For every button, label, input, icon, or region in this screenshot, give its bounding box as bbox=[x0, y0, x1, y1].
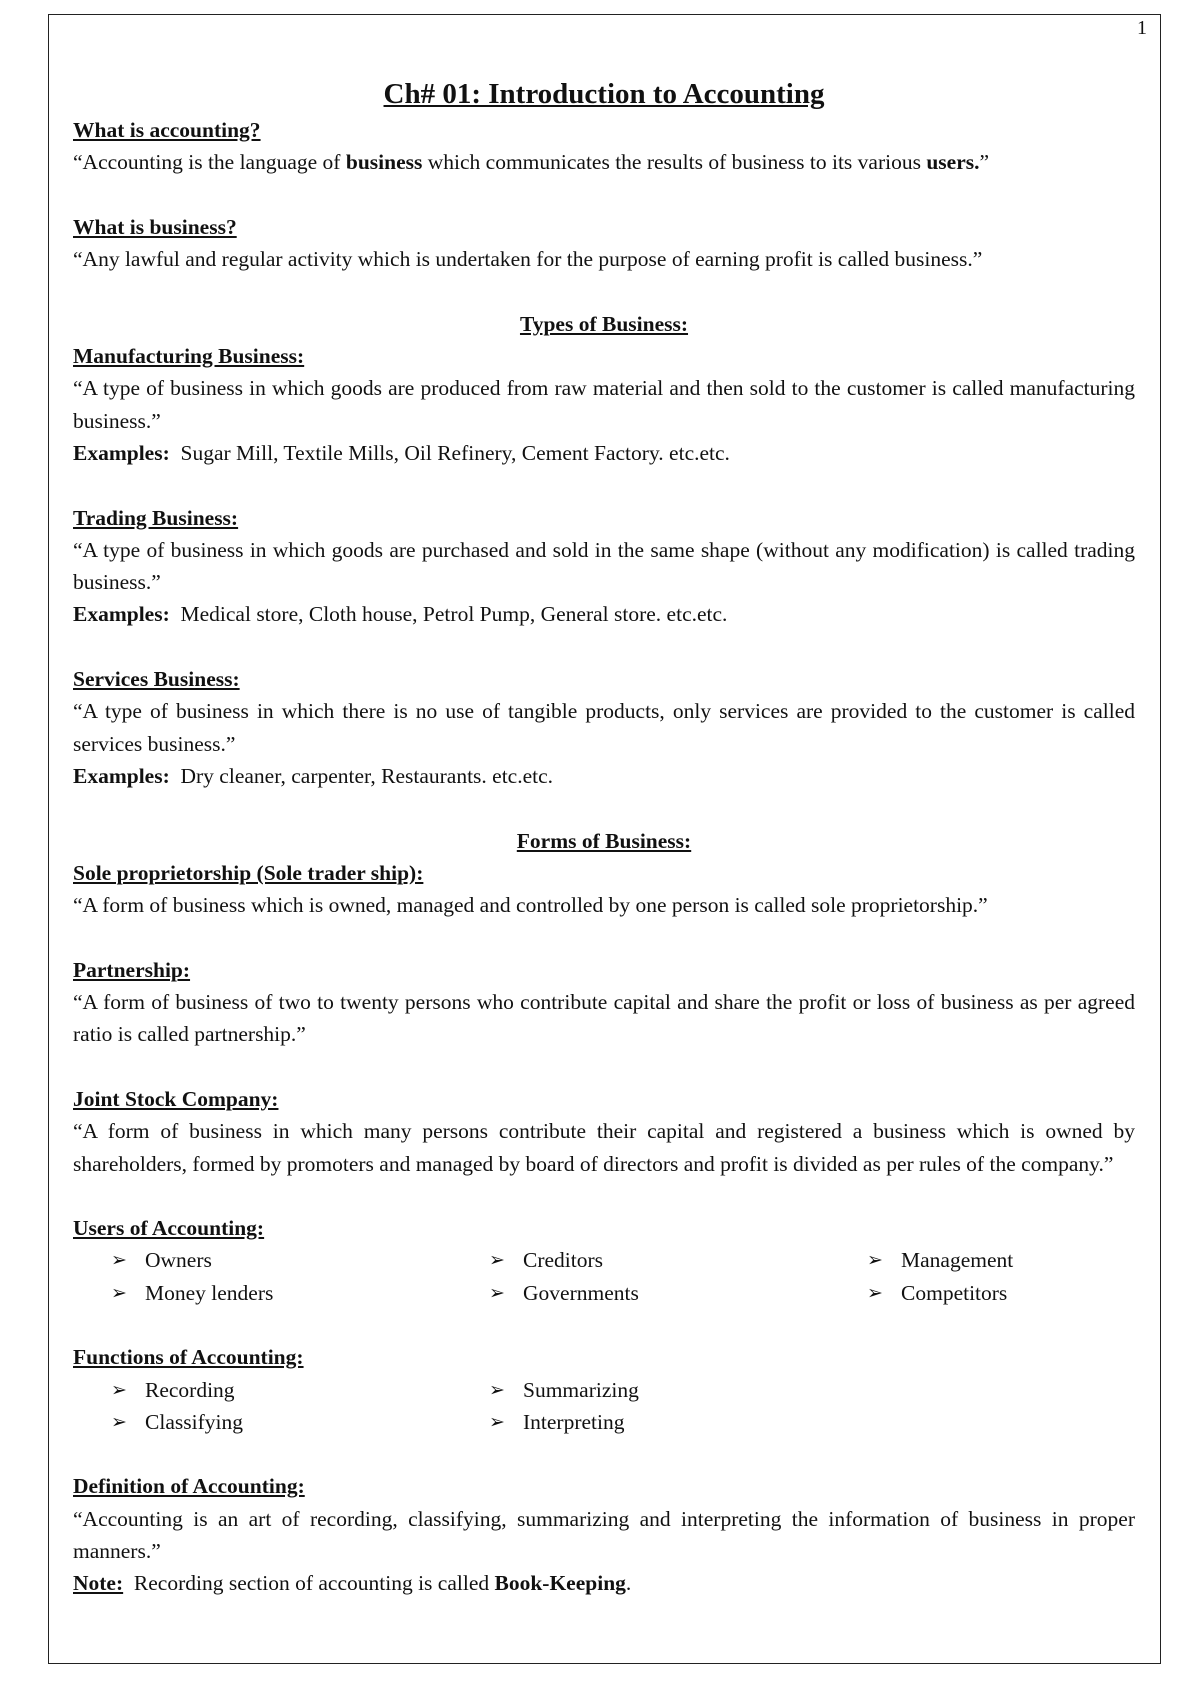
sole-heading: Sole proprietorship (Sole trader ship): bbox=[73, 860, 424, 885]
trading-heading: Trading Business: bbox=[73, 505, 239, 530]
arrow-bullet-icon: ➢ bbox=[489, 1281, 505, 1304]
list-item: ➢ Classifying bbox=[111, 1406, 489, 1438]
note: Note: Recording section of accounting is called Book-Keeping. bbox=[73, 1571, 632, 1596]
trading-definition: “A type of business in which goods are purchased and sold in the same shape (without any modification) is called trading business.” bbox=[73, 537, 1135, 595]
business-heading: What is business? bbox=[73, 214, 237, 239]
arrow-bullet-icon: ➢ bbox=[867, 1281, 883, 1304]
document-body bbox=[73, 74, 1135, 1600]
services-definition: “A type of business in which there is no use of tangible products, only services are provided to the customer is called services business.” bbox=[73, 699, 1135, 756]
list-item: ➢ Recording bbox=[111, 1374, 489, 1406]
definition-heading: Definition of Accounting: bbox=[73, 1474, 305, 1499]
accounting-art-definition: “Accounting is an art of recording, classifying, summarizing and interpreting the information of business in proper manners.” bbox=[73, 1506, 1135, 1564]
partnership-heading: Partnership: bbox=[73, 957, 191, 982]
arrow-bullet-icon: ➢ bbox=[111, 1378, 127, 1401]
arrow-bullet-icon: ➢ bbox=[111, 1281, 127, 1304]
business-definition: “Any lawful and regular activity which is undertaken for the purpose of earning profit is called business.” bbox=[73, 247, 983, 272]
list-item: ➢ Competitors bbox=[867, 1277, 1173, 1309]
arrow-bullet-icon: ➢ bbox=[111, 1410, 127, 1433]
services-heading: Services Business: bbox=[73, 667, 240, 692]
arrow-bullet-icon: ➢ bbox=[867, 1249, 883, 1272]
services-examples: Examples: Dry cleaner, carpenter, Restaurants. etc.etc. bbox=[73, 763, 554, 788]
arrow-bullet-icon: ➢ bbox=[489, 1410, 505, 1433]
users-list bbox=[73, 1244, 1135, 1309]
manufacturing-examples: Examples: Sugar Mill, Textile Mills, Oil Refinery, Cement Factory. etc.etc. bbox=[73, 440, 730, 465]
accounting-definition: “Accounting is the language of business which communicates the results of business to its various users.” bbox=[73, 150, 990, 175]
list-item: ➢ Summarizing bbox=[489, 1374, 867, 1406]
list-item: ➢ Money lenders bbox=[111, 1277, 489, 1309]
list-item: ➢ Governments bbox=[489, 1277, 867, 1309]
sole-definition: “A form of business which is owned, managed and controlled by one person is called sole proprietorship.” bbox=[73, 893, 988, 918]
functions-heading: Functions of Accounting: bbox=[73, 1345, 304, 1370]
partnership-definition: “A form of business of two to twenty persons who contribute capital and share the profit or loss of business as per agreed ratio is called partnership.” bbox=[73, 990, 1135, 1047]
accounting-heading: What is accounting? bbox=[73, 118, 261, 142]
arrow-bullet-icon: ➢ bbox=[489, 1378, 505, 1401]
forms-heading: Forms of Business: bbox=[516, 828, 692, 853]
list-item: ➢ Interpreting bbox=[489, 1406, 867, 1438]
types-heading: Types of Business: bbox=[519, 311, 689, 336]
list-item: ➢ Owners bbox=[111, 1244, 489, 1276]
functions-list bbox=[73, 1374, 1135, 1439]
trading-examples: Examples: Medical store, Cloth house, Petrol Pump, General store. etc.etc. bbox=[73, 602, 728, 627]
users-heading: Users of Accounting: bbox=[73, 1216, 265, 1241]
list-item: ➢ Creditors bbox=[489, 1244, 867, 1276]
manufacturing-definition: “A type of business in which goods are produced from raw material and then sold to the customer is called manufacturing business.” bbox=[73, 376, 1135, 433]
list-item: ➢ Management bbox=[867, 1244, 1173, 1276]
page-title: Ch# 01: Introduction to Accounting bbox=[383, 78, 825, 110]
arrow-bullet-icon: ➢ bbox=[489, 1249, 505, 1272]
arrow-bullet-icon: ➢ bbox=[111, 1249, 127, 1272]
manufacturing-heading: Manufacturing Business: bbox=[73, 344, 305, 369]
joint-stock-heading: Joint Stock Company: bbox=[73, 1086, 279, 1111]
joint-stock-definition: “A form of business in which many persons contribute their capital and registered a business which is owned by shareholders, formed by promoters and managed by board of directors and profit is divided as per rules of the company.” bbox=[73, 1119, 1135, 1176]
page-number: 1 bbox=[1137, 17, 1147, 39]
